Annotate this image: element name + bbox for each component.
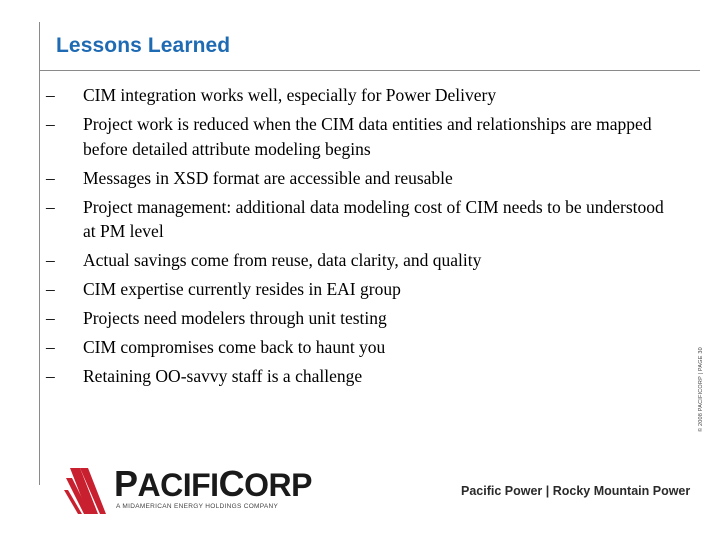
bullet-text: Project work is reduced when the CIM data entities and relationships are mapped before detailed attribute modeling begins	[83, 114, 652, 159]
bullet-list	[46, 83, 666, 393]
bullet-item	[46, 248, 666, 273]
bullet-item	[46, 195, 666, 244]
bullet-dash: –	[46, 337, 55, 357]
pacificorp-tagline: A MIDAMERICAN ENERGY HOLDINGS COMPANY	[116, 503, 279, 510]
brand-names: Pacific Power | Rocky Mountain Power	[461, 484, 691, 498]
bullet-dash: –	[46, 366, 55, 386]
bullet-text: Projects need modelers through unit testing	[83, 308, 387, 328]
bullet-dash: –	[46, 167, 55, 188]
bullet-dash: –	[46, 308, 55, 328]
bullet-item	[46, 335, 666, 360]
bullet-item	[46, 83, 666, 108]
bullet-text: Project management: additional data modeling cost of CIM needs to be understood at PM level	[83, 196, 664, 241]
bullet-dash: –	[46, 250, 55, 270]
bullet-item	[46, 277, 666, 302]
bullet-item	[46, 306, 666, 331]
bullet-text: Messages in XSD format are accessible and reusable	[83, 167, 453, 188]
slide-title: Lessons Learned	[56, 34, 231, 57]
copyright-page-number: © 2008 PACIFICORP | PAGE 30	[698, 347, 704, 432]
bullet-item	[46, 112, 666, 161]
bullet-dash: –	[46, 114, 55, 134]
bullet-text: CIM expertise currently resides in EAI group	[83, 279, 401, 299]
bullet-text: CIM compromises come back to haunt you	[83, 337, 386, 357]
bullet-dash: –	[46, 279, 55, 299]
bullet-dash: –	[46, 85, 55, 105]
bullet-item	[46, 166, 666, 191]
bullet-text: Actual savings come from reuse, data clarity, and quality	[83, 250, 482, 270]
bullet-text: CIM integration works well, especially for Power Delivery	[83, 85, 497, 105]
bullet-dash: –	[46, 196, 55, 217]
bullet-item	[46, 364, 666, 389]
pacificorp-logo-mark-icon	[64, 468, 116, 514]
title-underline-rule	[39, 70, 700, 71]
bullet-text: Retaining OO-savvy staff is a challenge	[83, 366, 363, 386]
pacificorp-wordmark: PACIFICORP	[114, 463, 312, 504]
left-vertical-rule	[39, 22, 40, 485]
